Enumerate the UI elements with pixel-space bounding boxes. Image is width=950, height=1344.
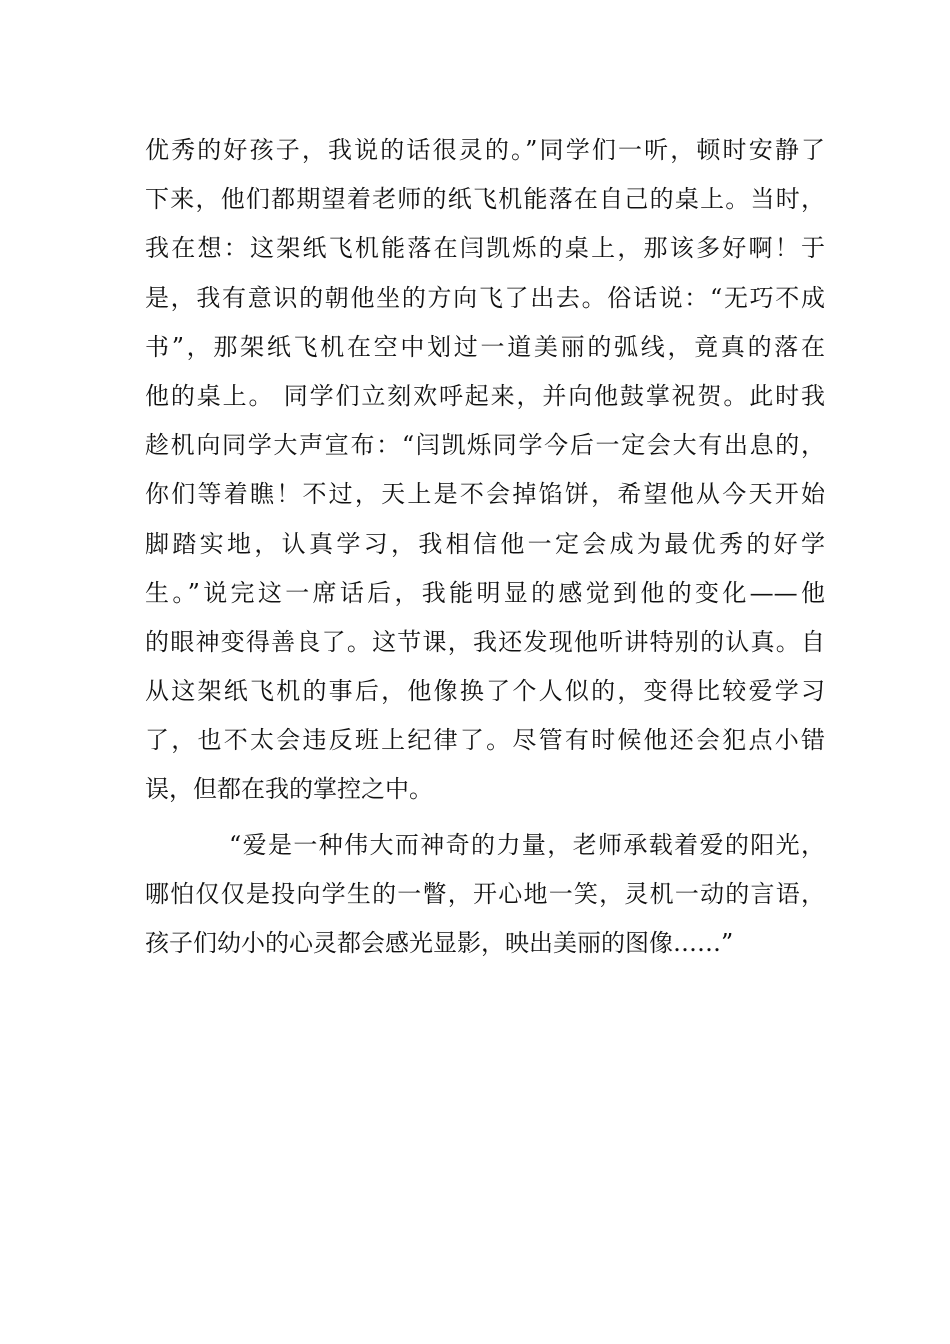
paragraph-line: 脚踏实地，认真学习，我相信他一定会成为最优秀的好学: [145, 529, 825, 558]
paragraph-line: 趁机向同学大声宣布：“闫凯烁同学今后一定会大有出息的，: [145, 431, 825, 460]
paragraph-line: 你们等着瞧！不过，天上是不会掉馅饼，希望他从今天开始: [145, 480, 825, 509]
quote-paragraph: [145, 821, 825, 969]
paragraph-line: 的眼神变得善良了。这节课，我还发现他听讲特别的认真。自: [145, 627, 825, 656]
paragraph-line: 生。”说完这一席话后，我能明显的感觉到他的变化——他: [145, 578, 825, 607]
paragraph-line: 他的桌上。 同学们立刻欢呼起来，并向他鼓掌祝贺。此时我: [145, 381, 825, 410]
story-paragraph: [145, 126, 825, 815]
paragraph-line: 孩子们幼小的心灵都会感光显影，映出美丽的图像……”: [145, 929, 734, 958]
paragraph-line: “爱是一种伟大而神奇的力量，老师承载着爱的阳光，: [229, 831, 825, 859]
paragraph-line: 我在想：这架纸飞机能落在闫凯烁的桌上，那该多好啊！于: [145, 234, 825, 263]
paragraph-line: 书”，那架纸飞机在空中划过一道美丽的弧线，竟真的落在: [145, 332, 825, 361]
paragraph-line: 是，我有意识的朝他坐的方向飞了出去。俗话说：“无巧不成: [145, 283, 825, 312]
paragraph-line: 了，也不太会违反班上纪律了。尽管有时候他还会犯点小错: [145, 726, 825, 755]
paragraph-line: 优秀的好孩子，我说的话很灵的。”同学们一听，顿时安静了: [145, 136, 825, 164]
paragraph-line: 从这架纸飞机的事后，他像换了个人似的，变得比较爱学习: [145, 677, 825, 706]
paragraph-line: 误，但都在我的掌控之中。: [145, 775, 433, 804]
paragraph-line: 下来，他们都期望着老师的纸飞机能落在自己的桌上。当时，: [145, 185, 825, 214]
paragraph-line: 哪怕仅仅是投向学生的一瞥，开心地一笑，灵机一动的言语，: [145, 880, 825, 909]
